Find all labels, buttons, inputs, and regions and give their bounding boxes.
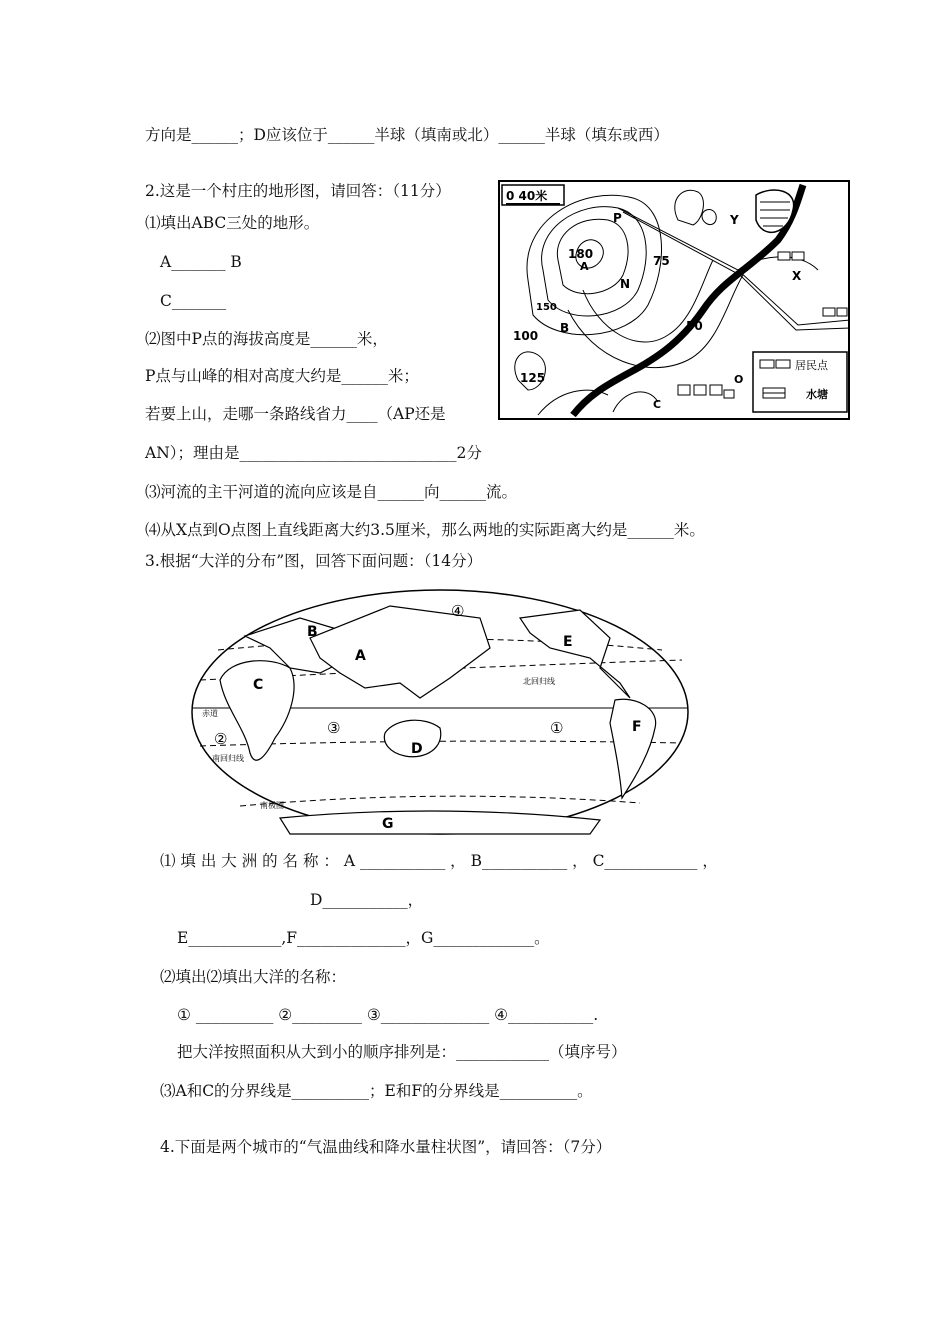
contour-label-50: 50 (686, 319, 703, 333)
question-4-title: 4.下面是两个城市的“气温曲线和降水量柱状图”，请回答：（7分） (160, 1138, 612, 1156)
point-label-y: Y (730, 213, 739, 227)
tropic-of-capricorn-label: 南回归线 (212, 754, 244, 763)
contour-label-180: 180 (568, 247, 594, 261)
topographic-map (498, 180, 850, 420)
question-2-part-1: ⑴填出ABC三处的地形。 (145, 214, 320, 232)
question-2-part-3: ⑶河流的主干河道的流向应该是自______向______流。 (145, 483, 518, 501)
antarctic-circle-label: 南极圈 (260, 801, 284, 810)
question-3-part-1c: E____________,F______________，G_____________。 (177, 929, 550, 947)
question-3-part-2b: ① __________ ②_________ ③______________ ④___________. (177, 1006, 599, 1024)
question-3-part-2a: ⑵填出⑵填出大洋的名称： (160, 968, 347, 986)
scale-label: 0 40米 (506, 189, 548, 203)
question-2-title: 2.这是一个村庄的地形图，请回答：（11分） (145, 182, 451, 200)
contour-label-150: 150 (536, 302, 557, 313)
legend-settlement: 居民点 (795, 359, 828, 372)
continent-label-b: B (307, 624, 318, 640)
continent-label-g: G (382, 816, 394, 832)
text-line-direction: 方向是______；D应该位于______半球（填南或北）______半球（填东或西） (145, 126, 669, 144)
question-2-part-1-ab: A_______ B (160, 253, 242, 271)
contour-label-100: 100 (513, 329, 539, 343)
point-label-c: C (653, 398, 662, 411)
continent-label-a: A (355, 648, 366, 664)
continent-label-d: D (411, 741, 423, 757)
question-2-part-2c: 若要上山，走哪一条路线省力____（AP还是 (145, 405, 446, 423)
continent-label-c: C (253, 677, 264, 693)
question-3-part-1a: ⑴ 填 出 大 洲 的 名 称 ： A ___________ ， B___________ ， C____________ ， (160, 852, 718, 870)
point-label-o: O (734, 373, 744, 386)
equator-label: 赤道 (202, 709, 218, 718)
question-2-part-1-c: C_______ (160, 292, 227, 310)
world-ocean-map (190, 588, 690, 836)
question-3-part-2c: 把大洋按照面积从大到小的顺序排列是：____________（填序号） (177, 1043, 627, 1061)
point-label-p: P (613, 211, 622, 225)
ocean-label-4: ④ (451, 602, 465, 620)
question-2-part-2b: P点与山峰的相对高度大约是______米； (145, 367, 419, 385)
legend-pond: 水塘 (806, 388, 828, 401)
question-3-part-3: ⑶A和C的分界线是__________；E和F的分界线是__________。 (160, 1082, 593, 1100)
point-label-x: X (792, 269, 802, 283)
question-2-part-2d: AN）；理由是____________________________2分 (145, 444, 482, 462)
contour-label-125: 125 (520, 371, 546, 385)
ocean-label-3: ③ (327, 719, 341, 737)
continent-label-f: F (632, 719, 642, 735)
tropic-of-cancer-label: 北回归线 (523, 677, 555, 686)
continent-label-e: E (563, 634, 573, 650)
ocean-label-2: ② (214, 730, 228, 748)
ocean-label-1: ① (550, 719, 564, 737)
question-3-title: 3.根据“大洋的分布”图，回答下面问题：（14分） (145, 552, 483, 570)
point-label-b: B (560, 321, 570, 335)
point-label-a: A (580, 260, 589, 273)
question-3-part-1b: D___________， (310, 891, 424, 909)
question-2-part-2a: ⑵图中P点的海拔高度是______米， (145, 330, 388, 348)
question-2-part-4: ⑷从X点到O点图上直线距离大约3.5厘米，那么两地的实际距离大约是______米。 (145, 521, 705, 539)
point-label-n: N (620, 277, 631, 291)
contour-label-75: 75 (653, 254, 670, 268)
